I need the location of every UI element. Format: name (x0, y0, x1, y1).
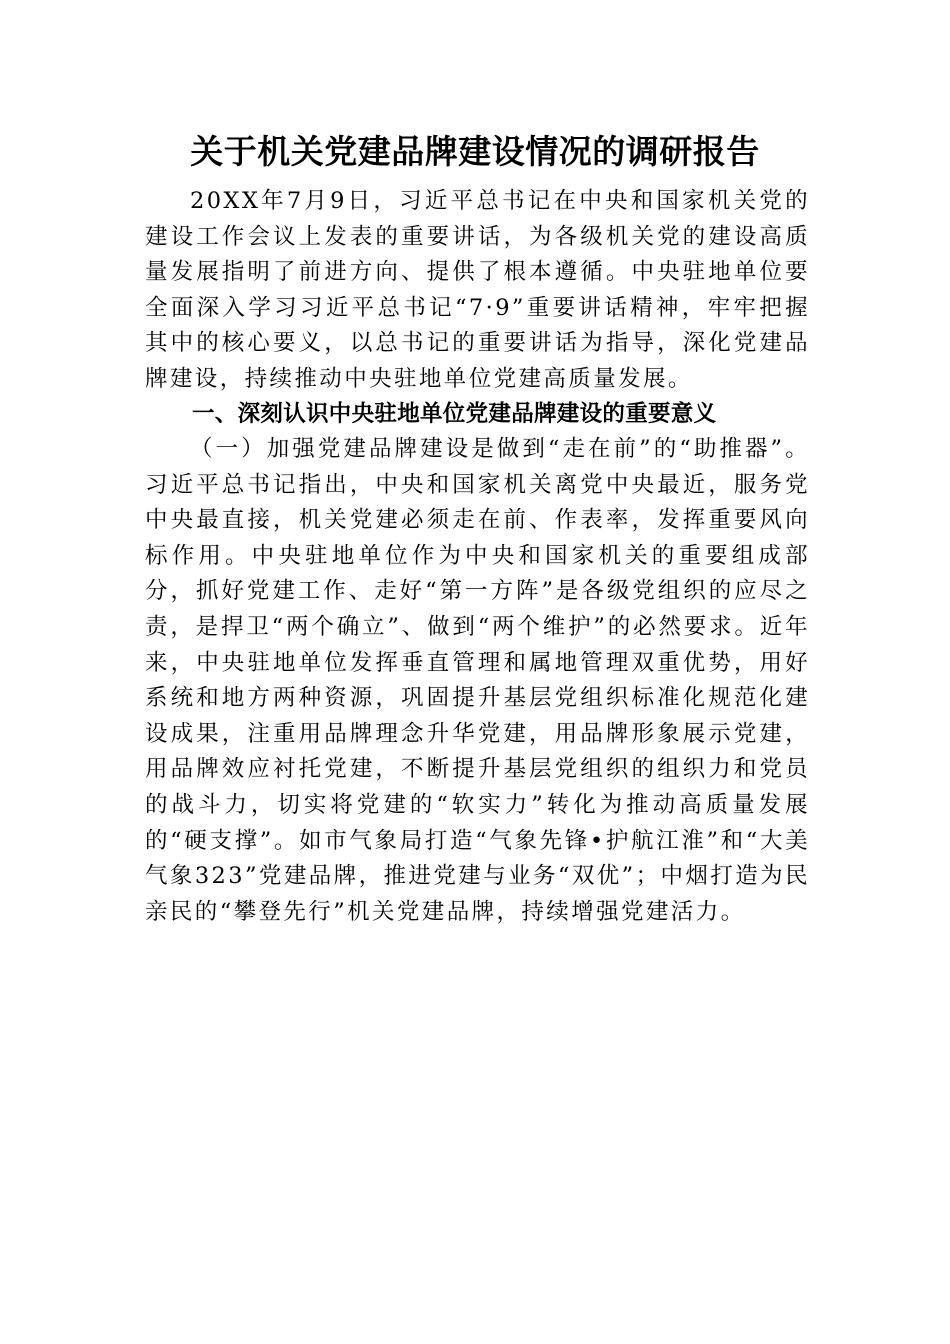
document-title: 关于机关党建品牌建设情况的调研报告 (190, 132, 760, 171)
intro-paragraph: 20XX年7月9日，习近平总书记在中央和国家机关党的建设工作会议上发表的重要讲话，为各级机关党的建设高质量发展指明了前进方向、提供了根本遵循。中央驻地单位要全面深入学习习近平总书记“7·9”重要讲话精神，牢牢把握其中的核心要义，以总书记的重要讲话为指导，深化党建品牌建设，持续推动中央驻地单位党建高质量发展。 (145, 188, 810, 392)
section-heading: 一、深刻认识中央驻地单位党建品牌建设的重要意义 (192, 401, 717, 427)
section-paragraph: （一）加强党建品牌建设是做到“走在前”的“助推器”。习近平总书记指出，中央和国家机关离党中央最近，服务党中央最直接，机关党建必须走在前、作表率，发挥重要风向标作用。中央驻地单位作为中央和国家机关的重要组成部分，抓好党建工作、走好“第一方阵”是各级党组织的应尽之责，是捍卫“两个确立”、做到“两个维护”的必然要求。近年来，中央驻地单位发挥垂直管理和属地管理双重优势，用好系统和地方两种资源，巩固提升基层党组织标准化规范化建设成果，注重用品牌理念升华党建，用品牌形象展示党建，用品牌效应衬托党建，不断提升基层党组织的组织力和党员的战斗力，切实将党建的“软实力”转化为推动高质量发展的“硬支撑”。如市气象局打造“气象先锋•护航江淮”和“大美气象323”党建品牌，推进党建与业务“双优”；中烟打造为民亲民的“攀登先行”机关党建品牌，持续增强党建活力。 (145, 436, 810, 925)
